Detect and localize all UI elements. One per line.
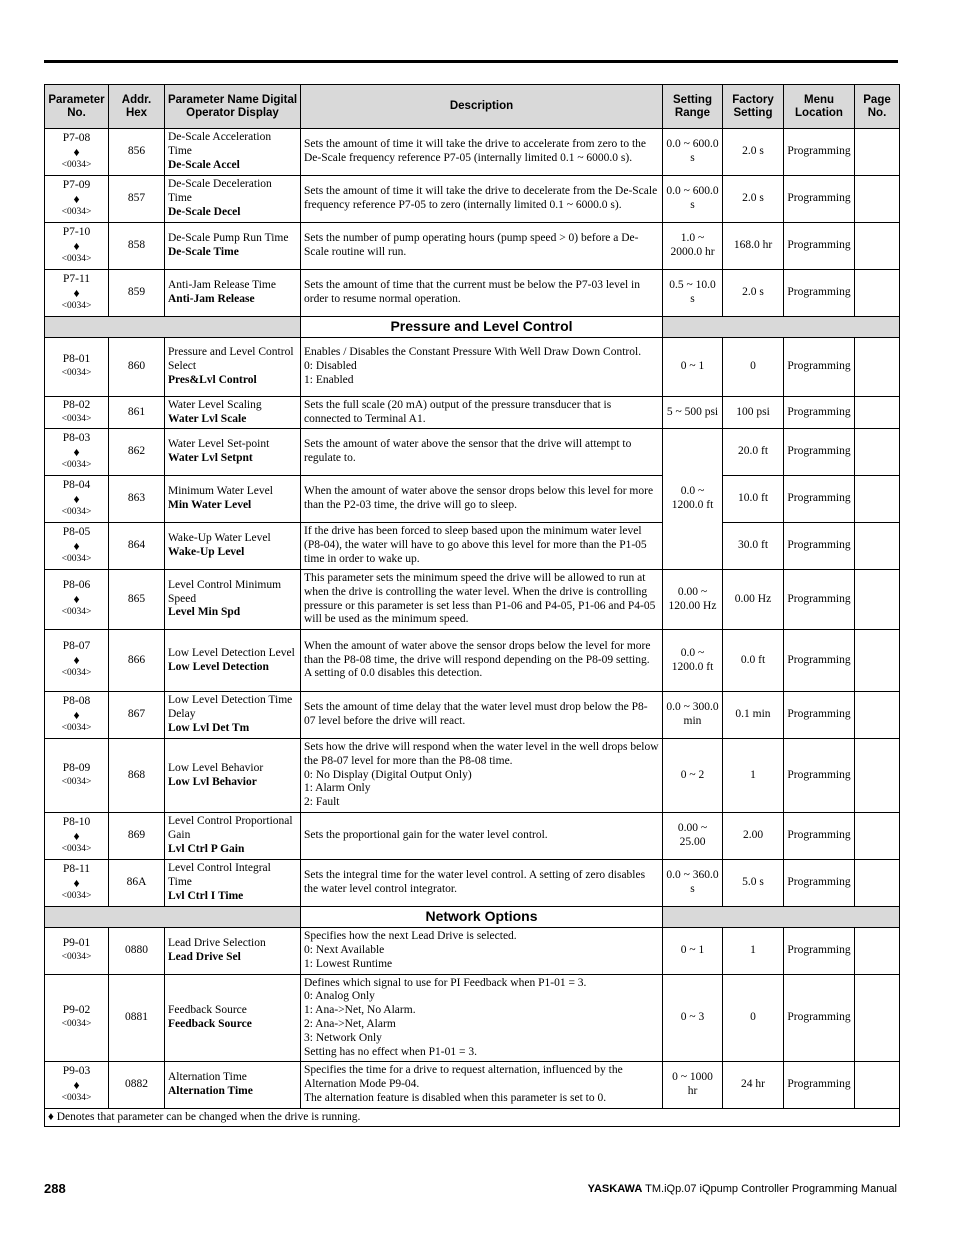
run-changeable-diamond-icon: ♦ bbox=[73, 707, 80, 722]
setting-range: 0.0 ~ 1200.0 ft bbox=[663, 630, 723, 692]
menu-location: Programming bbox=[784, 692, 855, 739]
factory-setting: 2.0 s bbox=[723, 270, 784, 317]
factory-setting: 0 bbox=[723, 975, 784, 1062]
parameter-name: Alternation Time bbox=[168, 1071, 247, 1084]
section-title-network: Network Options bbox=[301, 907, 663, 928]
table-row bbox=[45, 928, 900, 975]
run-changeable-diamond-icon: ♦ bbox=[73, 285, 80, 300]
memobus-code: <0034> bbox=[61, 300, 92, 311]
parameter-no: P7-10 bbox=[62, 225, 91, 238]
factory-setting: 0.00 Hz bbox=[723, 570, 784, 630]
memobus-code: <0034> bbox=[61, 506, 92, 517]
parameter-no: P8-03 bbox=[62, 431, 91, 444]
page-no bbox=[855, 129, 900, 176]
option-line: 3: Network Only bbox=[304, 1031, 382, 1044]
setting-range: 0.0 ~ 360.0 s bbox=[663, 860, 723, 907]
description: Sets the full scale (20 mA) output of the pressure transducer that is connected to Terminal A1. bbox=[301, 397, 663, 429]
operator-display: Min Water Level bbox=[168, 499, 252, 511]
factory-setting: 2.00 bbox=[723, 813, 784, 860]
operator-display: De-Scale Time bbox=[168, 246, 239, 258]
header-parameter-name: Parameter Name Digital Operator Display bbox=[165, 85, 301, 129]
parameter-no: P7-11 bbox=[62, 272, 91, 285]
menu-location: Programming bbox=[784, 223, 855, 270]
parameter-no: P7-08 bbox=[62, 131, 91, 144]
section-header-row bbox=[45, 907, 900, 928]
parameter-no: P8-11 bbox=[62, 862, 91, 875]
operator-display: De-Scale Accel bbox=[168, 158, 240, 171]
option-line: Setting has no effect when P1-01 = 3. bbox=[304, 1045, 477, 1058]
factory-setting: 0.1 min bbox=[723, 692, 784, 739]
factory-setting: 0.0 ft bbox=[723, 630, 784, 692]
table-row bbox=[45, 739, 900, 813]
description: Sets how the drive will respond when the water level in the well drops below the P8-07 level for more than the P8-08 time. bbox=[304, 741, 659, 767]
addr-hex: 863 bbox=[109, 476, 165, 523]
memobus-code: <0034> bbox=[61, 668, 92, 678]
parameter-no: P8-01 bbox=[62, 353, 91, 366]
run-changeable-diamond-icon: ♦ bbox=[73, 1077, 80, 1092]
addr-hex: 86A bbox=[109, 860, 165, 907]
top-rule bbox=[44, 60, 898, 63]
operator-display: Pres&Lvl Control bbox=[168, 373, 257, 386]
memobus-code: <0034> bbox=[61, 843, 92, 854]
addr-hex: 862 bbox=[109, 429, 165, 476]
factory-setting: 168.0 hr bbox=[723, 223, 784, 270]
parameter-name: Level Control Proportional Gain bbox=[168, 815, 293, 842]
parameter-name: Anti-Jam Release Time bbox=[168, 279, 276, 292]
description: This parameter sets the minimum speed the drive will be allowed to run at when the drive is controlling the water level. When the drive is controlling pressure or this parameter is set less than P1-06 and P4-05, P1-06 and P4-05 will be used as the minimum speed. bbox=[301, 570, 663, 630]
factory-setting: 5.0 s bbox=[723, 860, 784, 907]
parameter-name: Level Control Minimum Speed bbox=[168, 578, 282, 605]
setting-range: 0.0 ~ 1200.0 ft bbox=[663, 429, 723, 570]
addr-hex: 856 bbox=[109, 129, 165, 176]
operator-display: Low Lvl Behavior bbox=[168, 775, 257, 788]
description: If the drive has been forced to sleep based upon the minimum water level (P8-04), the water will have to go above this level for more than the P1-05 time in order to wake up. bbox=[301, 523, 663, 570]
table-row bbox=[45, 429, 900, 476]
header-parameter-no: Parameter No. bbox=[45, 85, 109, 129]
setting-range: 0.00 ~ 120.00 Hz bbox=[663, 570, 723, 630]
header-setting-range: Setting Range bbox=[663, 85, 723, 129]
description: Defines which signal to use for PI Feedback when P1-01 = 3. bbox=[304, 976, 587, 989]
page-no bbox=[855, 429, 900, 476]
header-page-no: Page No. bbox=[855, 85, 900, 129]
page-no bbox=[855, 570, 900, 630]
page-no bbox=[855, 630, 900, 692]
option-line: 1: Enabled bbox=[304, 373, 354, 386]
parameter-no: P8-10 bbox=[62, 815, 91, 828]
addr-hex: 0881 bbox=[109, 975, 165, 1062]
page-no bbox=[855, 476, 900, 523]
run-changeable-diamond-icon: ♦ bbox=[73, 191, 80, 206]
footer-doc-title bbox=[588, 1183, 897, 1195]
parameter-no: P9-01 bbox=[62, 937, 91, 950]
table-header-row bbox=[45, 85, 900, 129]
description: Specifies the time for a drive to request alternation, influenced by the Alternation Mode P9-04. bbox=[304, 1064, 623, 1091]
table-row bbox=[45, 176, 900, 223]
description: When the amount of water above the sensor drops below this level for more than the P2-03 time, the drive will go to sleep. bbox=[301, 476, 663, 523]
factory-setting: 1 bbox=[723, 928, 784, 975]
header-addr-hex: Addr. Hex bbox=[109, 85, 165, 129]
menu-location: Programming bbox=[784, 860, 855, 907]
option-line: 0: Analog Only bbox=[304, 990, 375, 1003]
memobus-code: <0034> bbox=[61, 459, 92, 470]
parameter-name: Feedback Source bbox=[168, 1004, 247, 1017]
factory-setting: 2.0 s bbox=[723, 129, 784, 176]
option-line: 0: Next Available bbox=[304, 944, 385, 957]
operator-display: Lead Drive Sel bbox=[168, 951, 241, 963]
table-row bbox=[45, 570, 900, 630]
run-changeable-diamond-icon: ♦ bbox=[73, 875, 80, 890]
parameter-no: P8-04 bbox=[62, 478, 91, 491]
menu-location: Programming bbox=[784, 176, 855, 223]
page-no bbox=[855, 1062, 900, 1109]
setting-range: 0 ~ 3 bbox=[663, 975, 723, 1062]
operator-display: Low Lvl Det Tm bbox=[168, 721, 250, 734]
factory-setting: 24 hr bbox=[723, 1062, 784, 1109]
addr-hex: 864 bbox=[109, 523, 165, 570]
option-line: 2: Ana->Net, Alarm bbox=[304, 1018, 396, 1030]
table-row bbox=[45, 630, 900, 692]
operator-display: Anti-Jam Release bbox=[168, 293, 255, 305]
section-title-pressure: Pressure and Level Control bbox=[301, 317, 663, 338]
memobus-code: <0034> bbox=[61, 890, 92, 901]
description: Enables / Disables the Constant Pressure With Well Draw Down Control. bbox=[304, 346, 642, 359]
addr-hex: 857 bbox=[109, 176, 165, 223]
table-row bbox=[45, 523, 900, 570]
section-header-row bbox=[45, 317, 900, 338]
parameter-no: P7-09 bbox=[62, 178, 91, 191]
description: Specifies how the next Lead Drive is selected. bbox=[304, 930, 517, 943]
operator-display: Water Lvl Setpnt bbox=[168, 452, 253, 464]
footnote: ♦ Denotes that parameter can be changed when the drive is running. bbox=[45, 1109, 900, 1127]
setting-range: 0.0 ~ 600.0 s bbox=[663, 176, 723, 223]
parameter-name: Water Level Set-point bbox=[168, 438, 270, 451]
operator-display: Level Min Spd bbox=[168, 606, 241, 619]
description: Sets the amount of time delay that the water level must drop below the P8-07 level before the drive will react. bbox=[301, 692, 663, 739]
memobus-code: <0034> bbox=[61, 1092, 92, 1103]
parameter-no: P9-03 bbox=[62, 1064, 91, 1077]
parameter-name: Low Level Detection Level bbox=[168, 646, 295, 659]
setting-range: 0 ~ 1 bbox=[663, 338, 723, 397]
option-line: 1: Lowest Runtime bbox=[304, 957, 393, 970]
table-row bbox=[45, 975, 900, 1062]
table-row bbox=[45, 692, 900, 739]
option-line: 1: Ana->Net, No Alarm. bbox=[304, 1004, 416, 1017]
addr-hex: 866 bbox=[109, 630, 165, 692]
header-description: Description bbox=[301, 85, 663, 129]
page-number: 288 bbox=[44, 1181, 66, 1196]
page-no bbox=[855, 928, 900, 975]
parameter-name: De-Scale Pump Run Time bbox=[168, 232, 289, 245]
parameter-no: P8-07 bbox=[62, 640, 91, 653]
parameter-name: De-Scale Acceleration Time bbox=[168, 131, 272, 158]
parameter-no: P8-05 bbox=[62, 525, 91, 538]
factory-setting: 1 bbox=[723, 739, 784, 813]
page-no bbox=[855, 223, 900, 270]
memobus-code: <0034> bbox=[61, 553, 92, 564]
page-no bbox=[855, 523, 900, 570]
run-changeable-diamond-icon: ♦ bbox=[73, 238, 80, 253]
setting-range: 1.0 ~ 2000.0 hr bbox=[663, 223, 723, 270]
header-menu-location: Menu Location bbox=[784, 85, 855, 129]
parameter-no: P8-08 bbox=[62, 694, 91, 707]
table-row bbox=[45, 860, 900, 907]
operator-display: Alternation Time bbox=[168, 1085, 253, 1097]
factory-setting: 0 bbox=[723, 338, 784, 397]
operator-display: De-Scale Decel bbox=[168, 205, 241, 218]
table-row bbox=[45, 813, 900, 860]
brand-logo-text: YASKAWA bbox=[587, 1183, 643, 1195]
menu-location: Programming bbox=[784, 928, 855, 975]
table-row bbox=[45, 1062, 900, 1109]
parameter-name: Pressure and Level Control Select bbox=[168, 346, 294, 373]
run-changeable-diamond-icon: ♦ bbox=[73, 828, 80, 843]
setting-range: 0 ~ 1000 hr bbox=[663, 1062, 723, 1109]
description: Sets the amount of water above the sensor that the drive will attempt to regulate to. bbox=[301, 429, 663, 476]
parameter-name: Minimum Water Level bbox=[168, 485, 273, 498]
addr-hex: 0880 bbox=[109, 928, 165, 975]
run-changeable-diamond-icon: ♦ bbox=[73, 444, 80, 459]
header-factory-setting: Factory Setting bbox=[723, 85, 784, 129]
addr-hex: 860 bbox=[109, 338, 165, 397]
menu-location: Programming bbox=[784, 813, 855, 860]
addr-hex: 869 bbox=[109, 813, 165, 860]
parameter-name: Wake-Up Water Level bbox=[168, 532, 271, 545]
setting-range: 0.00 ~ 25.00 bbox=[663, 813, 723, 860]
option-line: A setting of 0.0 disables this detection. bbox=[304, 667, 483, 680]
menu-location: Programming bbox=[784, 270, 855, 317]
addr-hex: 0882 bbox=[109, 1062, 165, 1109]
parameter-name: Lead Drive Selection bbox=[168, 937, 266, 950]
page-no bbox=[855, 176, 900, 223]
memobus-code: <0034> bbox=[61, 206, 92, 217]
memobus-code: <0034> bbox=[61, 253, 92, 264]
parameter-name: Low Level Behavior bbox=[168, 761, 264, 774]
page-no bbox=[855, 975, 900, 1062]
memobus-code: <0034> bbox=[61, 1019, 92, 1029]
operator-display: Water Lvl Scale bbox=[168, 412, 247, 425]
menu-location: Programming bbox=[784, 975, 855, 1062]
table-row bbox=[45, 397, 900, 429]
page-no bbox=[855, 860, 900, 907]
description: When the amount of water above the sensor drops below the level for more than the P8-08 time, the drive will respond depending on the P8-09 setting. bbox=[304, 639, 651, 666]
addr-hex: 865 bbox=[109, 570, 165, 630]
menu-location: Programming bbox=[784, 570, 855, 630]
memobus-code: <0034> bbox=[61, 413, 92, 424]
operator-display: Lvl Ctrl I Time bbox=[168, 889, 244, 902]
addr-hex: 868 bbox=[109, 739, 165, 813]
factory-setting: 10.0 ft bbox=[723, 476, 784, 523]
factory-setting: 2.0 s bbox=[723, 176, 784, 223]
parameter-no: P8-06 bbox=[62, 579, 91, 592]
setting-range: 0 ~ 1 bbox=[663, 928, 723, 975]
description: Sets the amount of time that the current must be below the P7-03 level in order to resume normal operation. bbox=[301, 270, 663, 317]
memobus-code: <0034> bbox=[61, 368, 92, 378]
menu-location: Programming bbox=[784, 429, 855, 476]
run-changeable-diamond-icon: ♦ bbox=[73, 491, 80, 506]
menu-location: Programming bbox=[784, 338, 855, 397]
run-changeable-diamond-icon: ♦ bbox=[73, 538, 80, 553]
setting-range: 5 ~ 500 psi bbox=[663, 397, 723, 429]
parameter-name: Low Level Detection Time Delay bbox=[168, 694, 293, 721]
parameter-name: Level Control Integral Time bbox=[168, 862, 271, 889]
option-line: 1: Alarm Only bbox=[304, 782, 371, 795]
description: Sets the amount of time it will take the drive to accelerate from zero to the De-Scale frequency reference P7-05 (internally limited 0.1 ~ 6000.0 s). bbox=[301, 129, 663, 176]
table-row bbox=[45, 270, 900, 317]
table-row bbox=[45, 476, 900, 523]
operator-display: Lvl Ctrl P Gain bbox=[168, 842, 245, 855]
run-changeable-diamond-icon: ♦ bbox=[73, 592, 80, 606]
factory-setting: 100 psi bbox=[723, 397, 784, 429]
operator-display: Feedback Source bbox=[168, 1018, 252, 1030]
setting-range: 0 ~ 2 bbox=[663, 739, 723, 813]
parameter-name: Water Level Scaling bbox=[168, 398, 262, 411]
page-no bbox=[855, 692, 900, 739]
run-changeable-diamond-icon: ♦ bbox=[73, 653, 80, 667]
factory-setting: 30.0 ft bbox=[723, 523, 784, 570]
addr-hex: 861 bbox=[109, 397, 165, 429]
page-no bbox=[855, 270, 900, 317]
run-changeable-diamond-icon: ♦ bbox=[73, 144, 80, 159]
memobus-code: <0034> bbox=[61, 607, 92, 617]
page-no bbox=[855, 813, 900, 860]
addr-hex: 859 bbox=[109, 270, 165, 317]
operator-display: Wake-Up Level bbox=[168, 546, 245, 558]
description: Sets the integral time for the water level control. A setting of zero disables the water level control integrator. bbox=[301, 860, 663, 907]
parameter-no: P9-02 bbox=[62, 1004, 91, 1017]
manual-title: TM.iQp.07 iQpump Controller Programming Manual bbox=[645, 1183, 897, 1195]
option-line: 2: Fault bbox=[304, 796, 340, 809]
option-line: 0: Disabled bbox=[304, 360, 357, 373]
table-row bbox=[45, 338, 900, 397]
parameter-no: P8-02 bbox=[62, 398, 91, 411]
menu-location: Programming bbox=[784, 476, 855, 523]
menu-location: Programming bbox=[784, 397, 855, 429]
setting-range: 0.5 ~ 10.0 s bbox=[663, 270, 723, 317]
description: Sets the number of pump operating hours (pump speed > 0) before a De-Scale routine will run. bbox=[301, 223, 663, 270]
footnote-row bbox=[45, 1109, 900, 1127]
addr-hex: 867 bbox=[109, 692, 165, 739]
table-row bbox=[45, 223, 900, 270]
option-line: 0: No Display (Digital Output Only) bbox=[304, 768, 472, 781]
option-line: The alternation feature is disabled when this parameter is set to 0. bbox=[304, 1091, 607, 1104]
parameter-name: De-Scale Deceleration Time bbox=[168, 178, 272, 205]
memobus-code: <0034> bbox=[61, 776, 92, 787]
setting-range: 0.0 ~ 600.0 s bbox=[663, 129, 723, 176]
page-no bbox=[855, 338, 900, 397]
menu-location: Programming bbox=[784, 1062, 855, 1109]
setting-range: 0.0 ~ 300.0 min bbox=[663, 692, 723, 739]
operator-display: Low Level Detection bbox=[168, 660, 269, 673]
menu-location: Programming bbox=[784, 630, 855, 692]
table-row bbox=[45, 129, 900, 176]
menu-location: Programming bbox=[784, 739, 855, 813]
menu-location: Programming bbox=[784, 129, 855, 176]
factory-setting: 20.0 ft bbox=[723, 429, 784, 476]
description: Sets the proportional gain for the water level control. bbox=[301, 813, 663, 860]
addr-hex: 858 bbox=[109, 223, 165, 270]
memobus-code: <0034> bbox=[61, 159, 92, 170]
page-no bbox=[855, 739, 900, 813]
memobus-code: <0034> bbox=[61, 722, 92, 733]
menu-location: Programming bbox=[784, 523, 855, 570]
parameter-no: P8-09 bbox=[62, 761, 91, 774]
page-no bbox=[855, 397, 900, 429]
description: Sets the amount of time it will take the drive to decelerate from the De-Scale frequency reference P7-05 to zero (internally limited 0.1 ~ 6000.0 s). bbox=[301, 176, 663, 223]
memobus-code: <0034> bbox=[61, 952, 92, 962]
parameter-table bbox=[44, 84, 900, 1127]
